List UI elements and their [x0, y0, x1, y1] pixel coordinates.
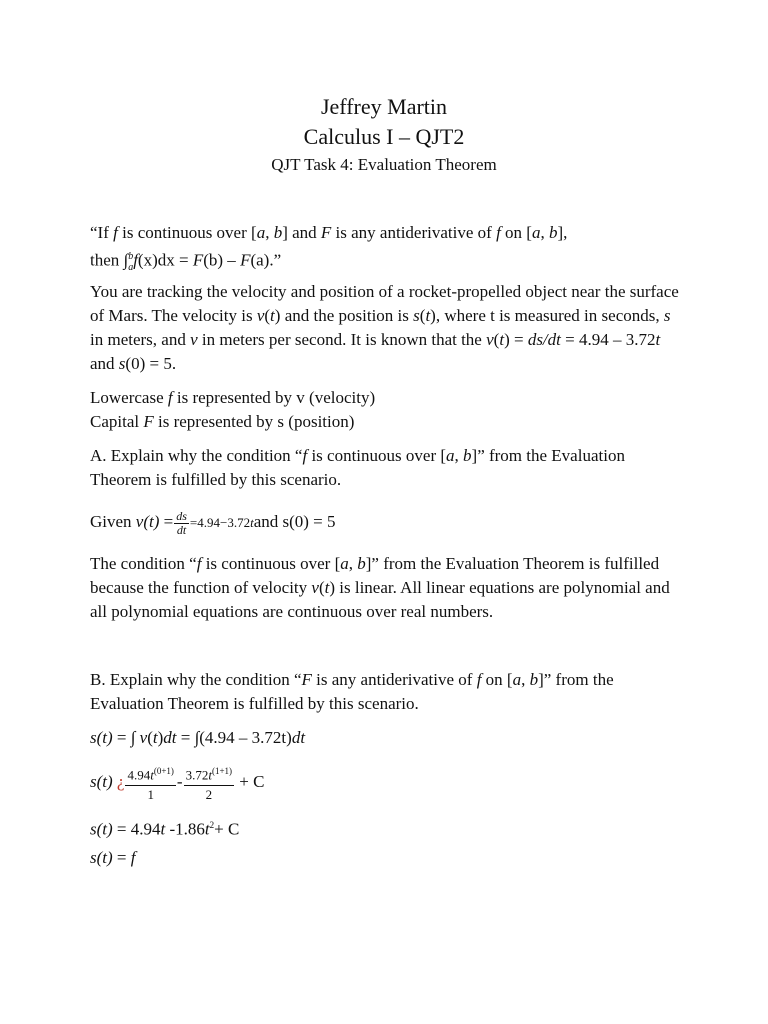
- term1-fraction: $\frac{4.94t^{(0+1)}}{1}$: [125, 762, 175, 803]
- part-b-question: B. Explain why the condition “F is any antiderivative of f on [a, b]” from the Evaluation Theorem is fulfilled by this scenario.: [90, 670, 614, 713]
- intro-paragraph: You are tracking the velocity and position of a rocket-propelled object near the surface of Mars. The velocity is v(t) and the position is s(t), where t is measured in seconds, s in meters, and v in meters per second. It is known that the v(t) = ds/dt = 4.94 – 3.72t and s(0) = 5.: [90, 282, 679, 373]
- integral-line: s(t) = ∫ v(t)dt = ∫(4.94 – 3.72t)dt: [90, 728, 306, 747]
- task-title: QJT Task 4: Evaluation Theorem: [271, 155, 497, 174]
- ds-dt-fraction: $\frac{ds}{dt}$: [176, 508, 187, 537]
- simplified-antiderivative: s(t) = 4.94t $-1.86t^2+ C$: [90, 819, 240, 839]
- course-title: Calculus I – QJT2: [303, 124, 465, 149]
- term2-fraction: $\frac{3.72t^{(1+1)}}{2}$: [184, 762, 234, 803]
- part-a-question: A. Explain why the condition “f is continuous over [a, b]” from the Evaluation Theorem is fulfilled by this scenario.: [90, 446, 625, 489]
- given-equation: Given v(t) = $\frac{ds}{dt}$ =4.94−3.72tand s(0) = 5: [90, 508, 336, 537]
- incomplete-line: s(t) = f: [90, 848, 136, 867]
- antiderivative-steps: s(t) ¿ $\frac{4.94t^{(0+1)}}{1}$ - $\frac{3.72t^{(1+1)}}{2}$ + C: [90, 760, 680, 804]
- part-a-answer: The condition “f is continuous over [a, b]” from the Evaluation Theorem is fulfilled because the function of velocity v(t) is linear. All linear equations are polynomial and all polynomial equations are continuous over real numbers.: [90, 554, 670, 621]
- author-name: Jeffrey Martin: [320, 94, 448, 119]
- variable-notes: Lowercase f is represented by v (velocity) Capital F is represented by s (position): [90, 388, 376, 431]
- theorem-quote: “If f is continuous over [a, b] and F is any antiderivative of f on [a, b], then $\int_a^bf(x)dx = F(b) - F(a)$.”: [90, 223, 568, 274]
